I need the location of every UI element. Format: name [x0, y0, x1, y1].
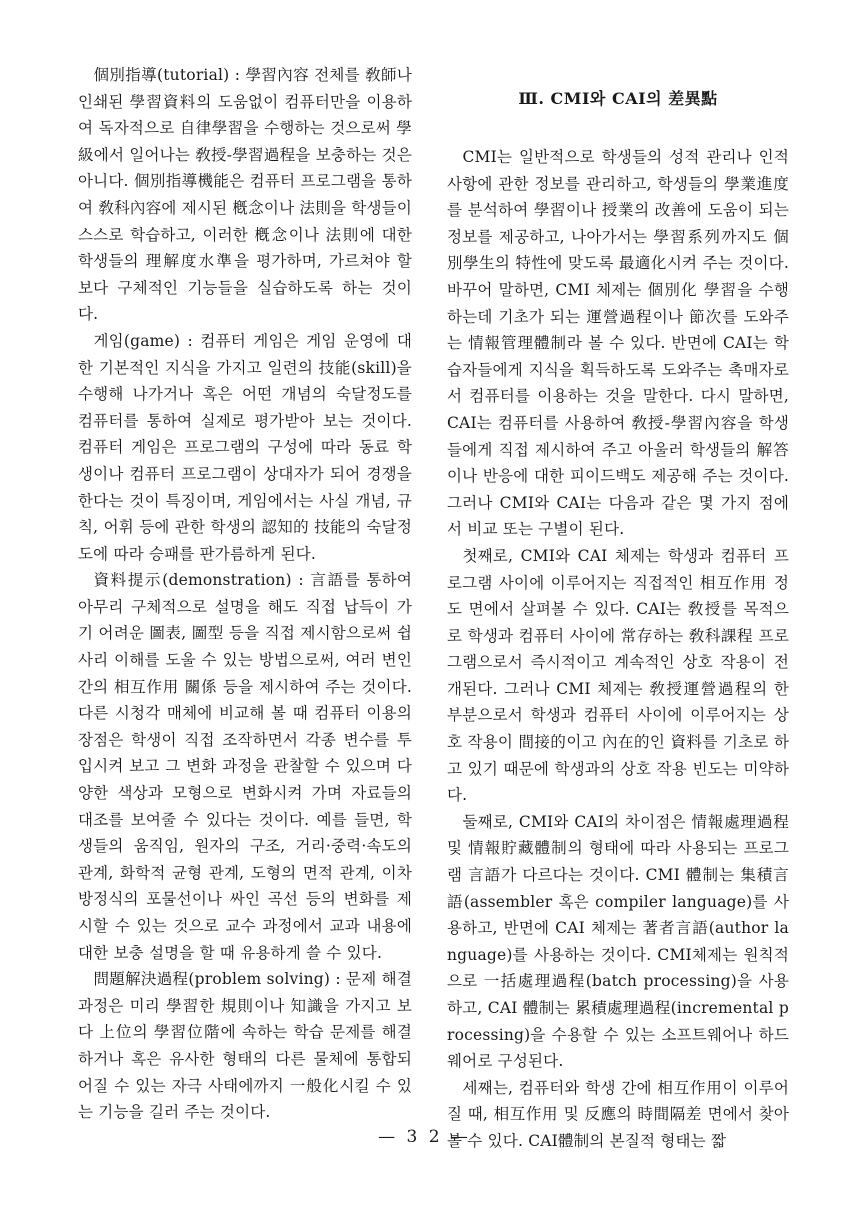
paragraph-cmi-overview: CMI는 일반적으로 학생들의 성적 관리나 인적 사항에 관한 정보를 관리하고, 학생들의 學業進度를 분석하여 學習이나 授業의 改善에 도움이 되는 정보를 제공하고, 나아가서는 學習系列까지도 個別學生의 特性에 맞도록 最適化시켜 주는 것이다. 바꾸어 말하면, CMI 체제는 個別化 學習을 수행하는데 기초가 되는 運營過程이나 節次를 도와주는 情報管理體制라 볼 수 있다. 반면에 CAI는 학습자들에게 지식을 획득하도록 도와주는 촉매자로서 컴퓨터를 이용하는 것을 말한다. 다시 말하면, CAI는 컴퓨터를 사용하여 敎授-學習內容을 학생들에게 직접 제시하여 주고 아울러 학생들의 解答이나 반응에 대한 피이드백도 제공해 주는 것이다. 그러나 CMI와 CAI는 다음과 같은 몇 가지 점에서 비교 또는 구별이 된다.	[447, 148, 789, 539]
page-number: — 3 2 —	[378, 1127, 471, 1147]
section-heading: Ⅲ. CMI와 CAI의 差異點	[518, 89, 718, 108]
paragraph-demonstration: 資料提示(demonstration) : 言語를 통하여 아무리 구체적으로 설명을 해도 직접 납득이 가기 어려운 圖表, 圖型 등을 직접 제시함으로써 쉽사리 이해를 도울 수 있는 방법으로써, 여러 변인 간의 相互作用 關係 등을 제시하여 주는 것이다. 다른 시청각 매체에 비교해 볼 때 컴퓨터 이용의 장점은 학생이 직접 조작하면서 각종 변수를 투입시켜 보고 그 변화 과정을 관찰할 수 있으며 다양한 색상과 모형으로 변화시켜 가며 자료들의 대조를 보여줄 수 있다는 것이다. 예를 들면, 학생들의 움직임, 원자의 구조, 거리·중력·속도의 관계, 화학적 균형 관계, 도형의 면적 관계, 이차 방정식의 포물선이나 싸인 곡선 등의 변화를 제시할 수 있는 것으로 교수 과정에서 교과 내용에 대한 보충 설명을 할 때 유용하게 쓸 수 있다.	[78, 571, 412, 962]
paragraph-game: 게임(game) : 컴퓨터 게임은 게임 운영에 대한 기본적인 지식을 가지고 일련의 技能(skill)을 수행해 나가거나 혹은 어떤 개념의 숙달정도를 컴퓨터를 통하여 실제로 평가받아 보는 것이다. 컴퓨터 게임은 프로그램의 구성에 따라 동료 학생이나 컴퓨터 프로그램이 상대자가 되어 경쟁을 한다는 것이 특징이며, 게임에서는 사실 개념, 규칙, 어휘 등에 관한 학생의 認知的 技能의 숙달정도에 따라 승패를 판가름하게 된다.	[78, 331, 412, 563]
paragraph-second-difference: 둘째로, CMI와 CAI의 차이점은 情報處理過程 및 情報貯藏體制의 형태에 따라 사용되는 프로그램 言語가 다르다는 것이다. CMI 體制는 集積言語(assembler 혹은 compiler language)를 사용하고, 반면에 CAI 체제는 著者言語(author language)를 사용하는 것이다. CMI체제는 원칙적으로 一括處理過程(batch processing)을 사용하고, CAI 體制는 累積處理過程(incremental processing)을 수용할 수 있는 소프트웨어나 하드웨어로 구성된다.	[447, 812, 789, 1071]
left-column	[78, 62, 412, 1126]
paragraph-third-difference: 세째는, 컴퓨터와 학생 간에 相互作用이 이루어질 때, 相互作用 및 反應의 時間隔差 면에서 찾아볼 수 있다. CAI體制의 본질적 형태는 짧	[447, 1078, 789, 1150]
paragraph-first-difference: 첫째로, CMI와 CAI 체제는 학생과 컴퓨터 프로그램 사이에 이루어지는 직접적인 相互作用 정도 면에서 살펴볼 수 있다. CAI는 敎授를 목적으로 학생과 컴퓨터 사이에 常存하는 敎科課程 프로그램으로서 즉시적이고 계속적인 상호 작용이 전개된다. 그러나 CMI 체제는 敎授運營過程의 한 부분으로서 학생과 컴퓨터 사이에 이루어지는 상호 작용이 間接的이고 內在的인 資料를 기초로 하고 있기 때문에 학생과의 상호 작용 빈도는 미약하다.	[447, 546, 789, 805]
paragraph-tutorial: 個別指導(tutorial) : 學習內容 전체를 敎師나 인쇄된 學習資料의 도움없이 컴퓨터만을 이용하여 독자적으로 自律學習을 수행하는 것으로써 學級에서 일어나는 敎授-學習過程을 보충하는 것은 아니다. 個別指導機能은 컴퓨터 프로그램을 통하여 敎科內容에 제시된 槪念이나 法則을 학생들이 스스로 학습하고, 이러한 槪念이나 法則에 대한 학생들의 理解度水準을 평가하며, 가르쳐야 할 보다 구체적인 기능들을 실습하도록 하는 것이다.	[78, 66, 412, 324]
right-column	[447, 62, 789, 1155]
paragraph-problem-solving: 問題解決過程(problem solving) : 문제 해결 과정은 미리 學習한 規則이나 知識을 가지고 보다 上位의 學習位階에 속하는 학습 문제를 해결하거나 혹은 유사한 형태의 다른 물체에 통합되어질 수 있는 자극 사태에까지 一般化시킬 수 있는 기능을 길러 주는 것이다.	[78, 970, 412, 1122]
